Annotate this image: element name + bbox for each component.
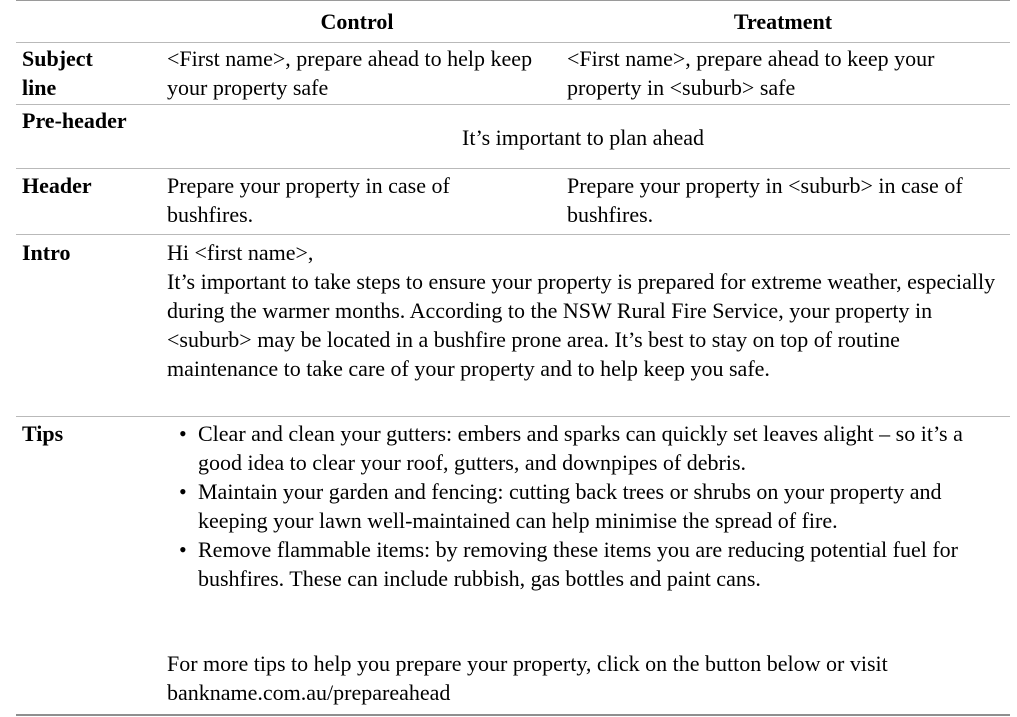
row-rule-subject (16, 104, 1010, 105)
tips-list-container (167, 419, 1002, 593)
table-top-rule (16, 0, 1010, 1)
bullet-icon: • (179, 537, 187, 562)
list-item (167, 535, 1002, 593)
bullet-icon: • (179, 479, 187, 504)
tips-list (167, 419, 1002, 593)
row-label-intro: Intro (22, 240, 71, 265)
row-label-tips: Tips (22, 421, 64, 446)
row-rule-pre-header (16, 168, 1010, 169)
row-label-pre-header: Pre-header (22, 108, 127, 133)
row-rule-intro (16, 416, 1010, 417)
intro-body: It’s important to take steps to ensure your property is prepared for extreme weather, especially during the warmer months. According to the NSW Rural Fire Service, your property in <suburb> may be located in a bushfire prone area. It’s best to stay on top of routine maintenance to take care of your property and to help keep you safe. (167, 269, 996, 381)
header-treatment: Prepare your property in <suburb> in case of bushfires. (567, 173, 963, 227)
subject-line-control: <First name>, prepare ahead to help keep your property safe (167, 46, 533, 100)
table-bottom-rule (16, 714, 1010, 716)
header-control: Prepare your property in case of bushfires. (167, 173, 450, 227)
tip-text-flammable: Remove flammable items: by removing these items you are reducing potential fuel for bushfires. These can include rubbish, gas bottles and paint cans. (198, 537, 958, 591)
intro-greeting: Hi <first name>, (167, 240, 314, 265)
list-item (167, 419, 1002, 477)
column-header-control: Control (320, 9, 394, 34)
tip-text-garden: Maintain your garden and fencing: cutting back trees or shrubs on your property and keeping your lawn well-maintained can help minimise the spread of fire. (198, 479, 942, 533)
header-rule (16, 42, 1010, 43)
column-header-treatment: Treatment (733, 9, 833, 34)
tips-footer: For more tips to help you prepare your property, click on the button below or visit bankname.com.au/prepareahead (167, 651, 888, 705)
pre-header-text: It’s important to plan ahead (462, 125, 704, 150)
row-label-header: Header (22, 173, 92, 198)
bullet-icon: • (179, 421, 187, 446)
subject-line-treatment: <First name>, prepare ahead to keep your property in <suburb> safe (567, 46, 935, 100)
tip-text-gutters: Clear and clean your gutters: embers and sparks can quickly set leaves alight – so it’s a good idea to clear your roof, gutters, and downpipes of debris. (198, 421, 963, 475)
row-rule-header (16, 234, 1010, 235)
row-label-subject-line: Subject line (22, 46, 93, 100)
list-item (167, 477, 1002, 535)
